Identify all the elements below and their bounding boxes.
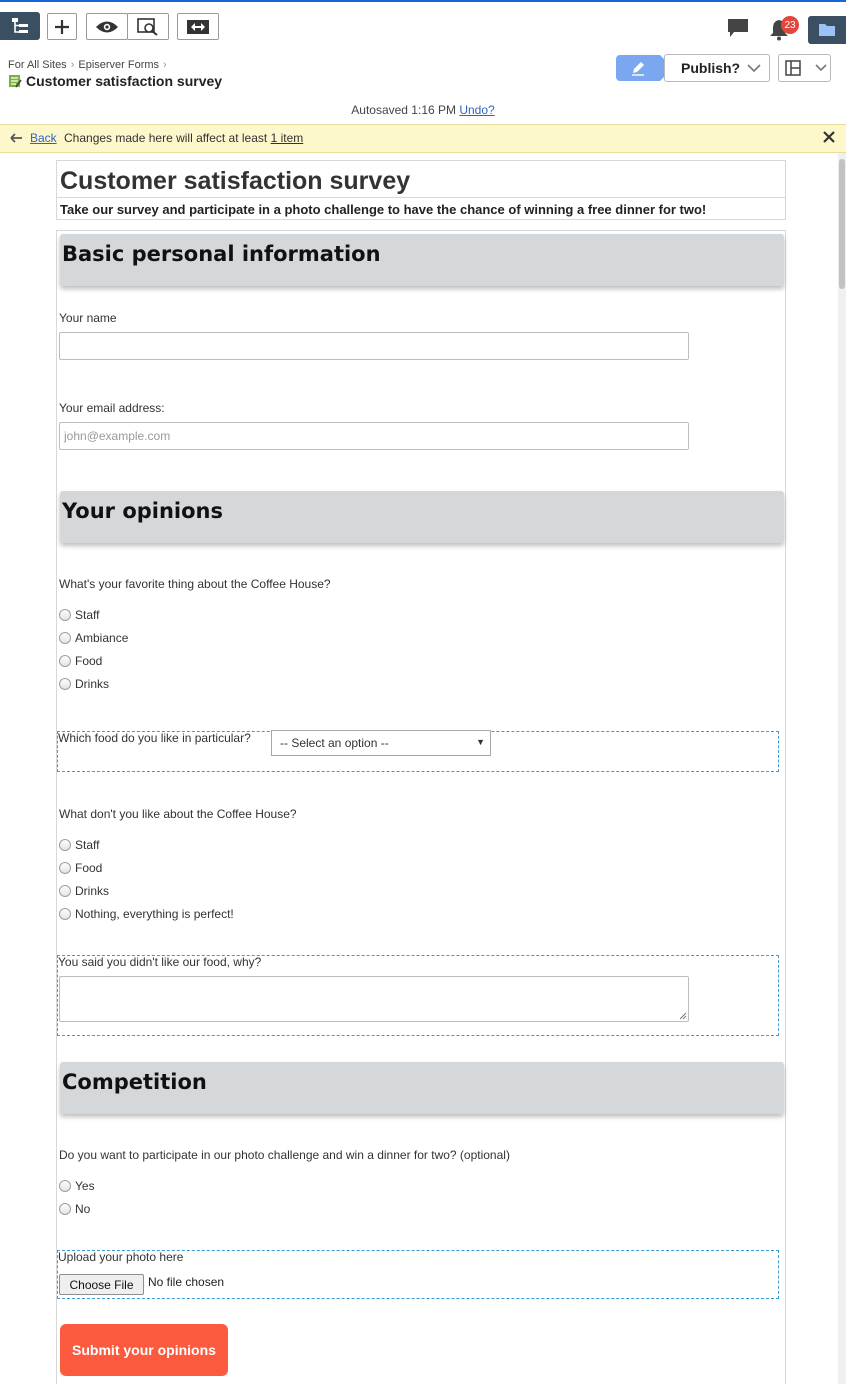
- radio-option[interactable]: [59, 677, 109, 691]
- notification-count-badge: 23: [781, 16, 799, 34]
- section-competition: [60, 1062, 784, 1114]
- folder-icon: [818, 23, 836, 37]
- option-label: Staff: [75, 608, 100, 622]
- view-mode-button[interactable]: [86, 13, 128, 40]
- upload-label: Upload your photo here: [58, 1250, 184, 1264]
- radio-button[interactable]: [59, 655, 71, 667]
- radio-option[interactable]: [59, 654, 102, 668]
- section-heading: Competition: [62, 1070, 207, 1094]
- chevron-down-icon: [815, 63, 827, 73]
- radio-option[interactable]: [59, 1179, 95, 1193]
- option-label: Nothing, everything is perfect!: [75, 907, 234, 921]
- form-description: Take our survey and participate in a photo challenge to have the chance of winning a free dinner for two!: [60, 202, 707, 217]
- autosave-text: Autosaved 1:16 PM: [351, 103, 456, 117]
- why-textarea[interactable]: [59, 976, 689, 1022]
- favorite-question: What's your favorite thing about the Coffee House?: [59, 577, 331, 591]
- chevron-down-icon: [747, 62, 761, 74]
- close-icon[interactable]: [822, 130, 836, 144]
- plus-icon: [54, 19, 70, 35]
- option-label: No: [75, 1202, 91, 1216]
- comments-button[interactable]: [727, 18, 749, 43]
- edit-mode-button[interactable]: [616, 55, 660, 81]
- undo-link[interactable]: Undo?: [459, 103, 495, 117]
- breadcrumb-item[interactable]: Episerver Forms: [78, 59, 160, 71]
- affected-items-link[interactable]: 1 item: [270, 131, 304, 145]
- email-label: Your email address:: [59, 401, 165, 415]
- option-label: Yes: [75, 1179, 95, 1193]
- radio-option[interactable]: [59, 838, 99, 852]
- global-toolbar: [0, 2, 846, 48]
- divider: [57, 197, 785, 198]
- food-question: Which food do you like in particular?: [58, 731, 251, 745]
- radio-option[interactable]: [59, 1202, 90, 1216]
- resize-grip-icon[interactable]: [679, 1012, 687, 1020]
- scrollbar[interactable]: [838, 153, 846, 1384]
- section-heading: Basic personal information: [62, 242, 381, 266]
- option-label: Staff: [75, 838, 100, 852]
- name-input[interactable]: [59, 332, 689, 360]
- assets-pane-button[interactable]: [808, 16, 846, 44]
- chevron-right-icon: ›: [70, 59, 75, 71]
- choose-file-button[interactable]: Choose File: [59, 1274, 144, 1295]
- dislike-question: What don't you like about the Coffee House?: [59, 807, 297, 821]
- radio-button[interactable]: [59, 862, 71, 874]
- option-label: Ambiance: [75, 631, 129, 645]
- breadcrumb-item[interactable]: For All Sites: [8, 59, 67, 71]
- arrow-left-icon: [10, 132, 23, 144]
- food-select[interactable]: [271, 730, 491, 756]
- radio-button[interactable]: [59, 839, 71, 851]
- sitetree-toggle-button[interactable]: [0, 12, 40, 40]
- option-label: Food: [75, 654, 103, 668]
- radio-option[interactable]: [59, 861, 102, 875]
- email-input[interactable]: [59, 422, 689, 450]
- form-header: [56, 160, 786, 220]
- autosave-status: [0, 103, 846, 117]
- pencil-icon: [630, 60, 646, 76]
- radio-button[interactable]: [59, 1180, 71, 1192]
- back-link[interactable]: Back: [30, 131, 57, 145]
- scrollbar-thumb[interactable]: [839, 159, 845, 289]
- challenge-question: Do you want to participate in our photo challenge and win a dinner for two? (optional): [59, 1148, 510, 1162]
- comment-icon: [727, 18, 749, 38]
- radio-button[interactable]: [59, 908, 71, 920]
- publish-label: Publish?: [681, 60, 741, 76]
- section-basic-info: [60, 234, 784, 286]
- submit-button[interactable]: Submit your opinions: [60, 1324, 228, 1376]
- add-button[interactable]: [47, 13, 77, 40]
- page-title: Customer satisfaction survey: [26, 73, 223, 89]
- section-opinions: [60, 491, 784, 543]
- eye-icon: [95, 20, 119, 34]
- radio-button[interactable]: [59, 678, 71, 690]
- section-heading: Your opinions: [62, 499, 224, 523]
- layout-icon: [785, 60, 801, 76]
- email-placeholder: john@example.com: [64, 429, 171, 443]
- publish-button[interactable]: [664, 54, 770, 82]
- page-title-row: [8, 73, 222, 89]
- name-label: Your name: [59, 311, 117, 325]
- radio-button[interactable]: [59, 885, 71, 897]
- radio-option[interactable]: [59, 608, 99, 622]
- dropdown-arrow-icon: ▼: [476, 737, 485, 747]
- file-status: No file chosen: [148, 1275, 225, 1289]
- notice-bar: [0, 124, 846, 153]
- radio-option[interactable]: [59, 631, 128, 645]
- radio-option[interactable]: [59, 907, 234, 921]
- option-label: Food: [75, 861, 103, 875]
- breadcrumb: [8, 59, 167, 71]
- option-label: Drinks: [75, 677, 110, 691]
- option-label: Drinks: [75, 884, 110, 898]
- form-title: Customer satisfaction survey: [60, 167, 411, 195]
- preview-icon: [137, 18, 159, 36]
- food-select-value: -- Select an option --: [280, 736, 389, 750]
- layout-options-button[interactable]: [778, 54, 831, 82]
- radio-button[interactable]: [59, 1203, 71, 1215]
- radio-button[interactable]: [59, 609, 71, 621]
- notice-message: [64, 131, 303, 145]
- radio-option[interactable]: [59, 884, 109, 898]
- compare-button[interactable]: [177, 13, 219, 40]
- notice-text: Changes made here will affect at least: [64, 131, 268, 145]
- sitetree-icon: [10, 17, 30, 35]
- chevron-right-icon: ›: [163, 59, 167, 71]
- compare-icon: [186, 19, 210, 35]
- why-question: You said you didn't like our food, why?: [58, 955, 262, 969]
- preview-button[interactable]: [127, 13, 169, 40]
- form-page-icon: [8, 74, 22, 88]
- radio-button[interactable]: [59, 632, 71, 644]
